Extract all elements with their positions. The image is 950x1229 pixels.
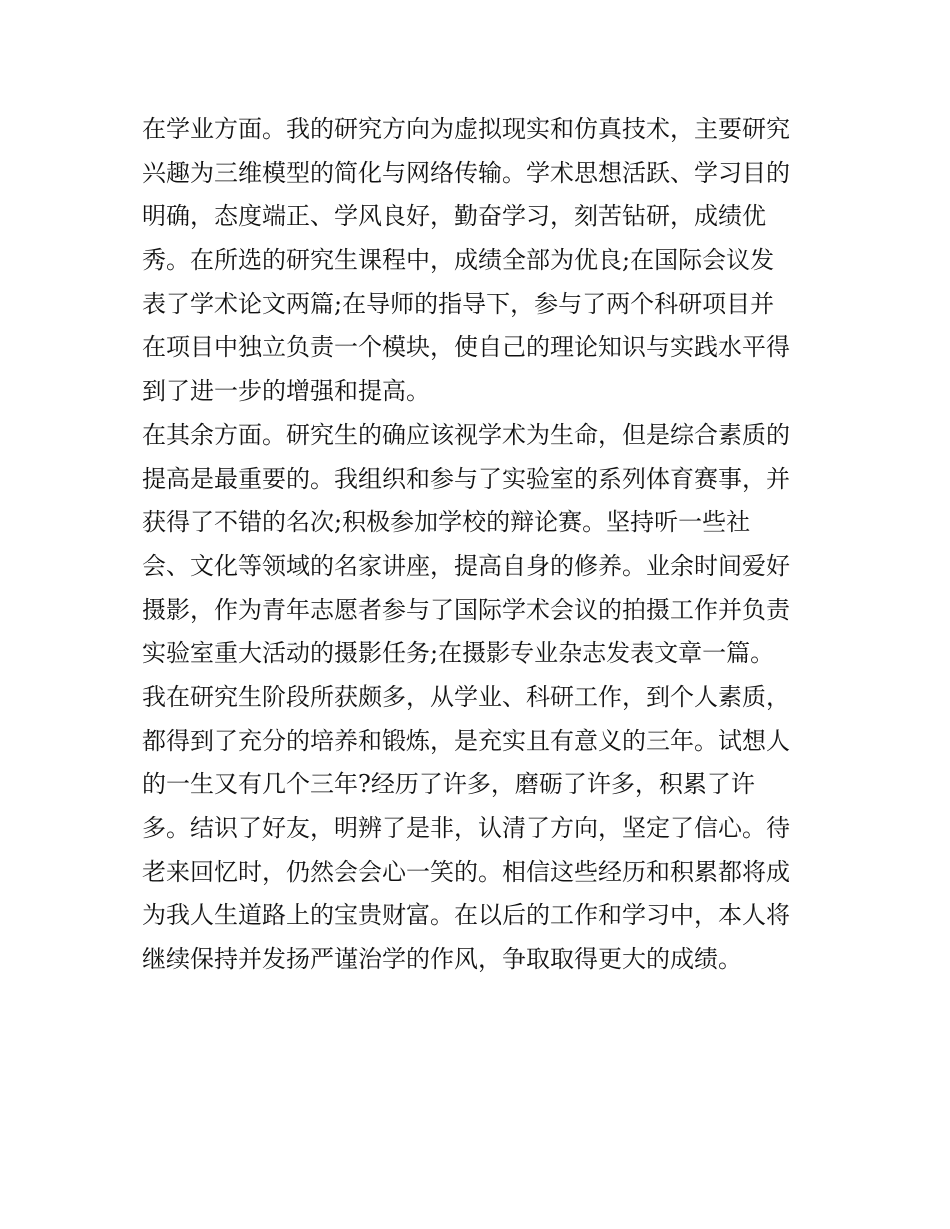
text-line: 在学业方面。我的研究方向为虚拟现实和仿真技术，主要研究 [142,115,790,143]
text-line: 都得到了充分的培养和锻炼，是充实且有意义的三年。试想人 [142,726,790,755]
text-line: 秀。在所选的研究生课程中，成绩全部为优良;在国际会议发 [142,246,775,275]
text-line: 老来回忆时，仍然会会心一笑的。相信这些经历和积累都将成 [142,857,790,886]
text-line: 兴趣为三维模型的简化与网络传输。学术思想活跃、学习目的 [142,158,790,187]
text-line: 为我人生道路上的宝贵财富。在以后的工作和学习中，本人将 [142,901,790,930]
text-line: 实验室重大活动的摄影任务;在摄影专业杂志发表文章一篇。 [142,639,775,668]
text-line: 到了进一步的增强和提高。 [142,377,430,406]
text-line: 提高是最重要的。我组织和参与了实验室的系列体育赛事，并 [142,464,790,493]
text-line: 的一生又有几个三年?经历了许多，磨砺了许多，积累了许 [142,770,755,799]
text-line: 会、文化等领域的名家讲座，提高自身的修养。业余时间爱好 [142,551,790,580]
text-line: 多。结识了好友，明辨了是非，认清了方向，坚定了信心。待 [142,814,790,842]
document-body [142,108,822,982]
text-line: 明确，态度端正、学风良好，勤奋学习，刻苦钻研，成绩优 [142,202,766,231]
text-line: 在其余方面。研究生的确应该视学术为生命，但是综合素质的 [142,420,790,449]
text-line: 在项目中独立负责一个模块，使自己的理论知识与实践水平得 [142,333,790,362]
text-line: 继续保持并发扬严谨治学的作风，争取取得更大的成绩。 [142,945,742,974]
text-line: 摄影，作为青年志愿者参与了国际学术会议的拍摄工作并负责 [142,595,790,624]
text-line: 获得了不错的名次;积极参加学校的辩论赛。坚持听一些社 [142,508,751,537]
text-line: 我在研究生阶段所获颇多，从学业、科研工作，到个人素质， [142,682,790,711]
text-line: 表了学术论文两篇;在导师的指导下，参与了两个科研项目并 [142,289,775,318]
